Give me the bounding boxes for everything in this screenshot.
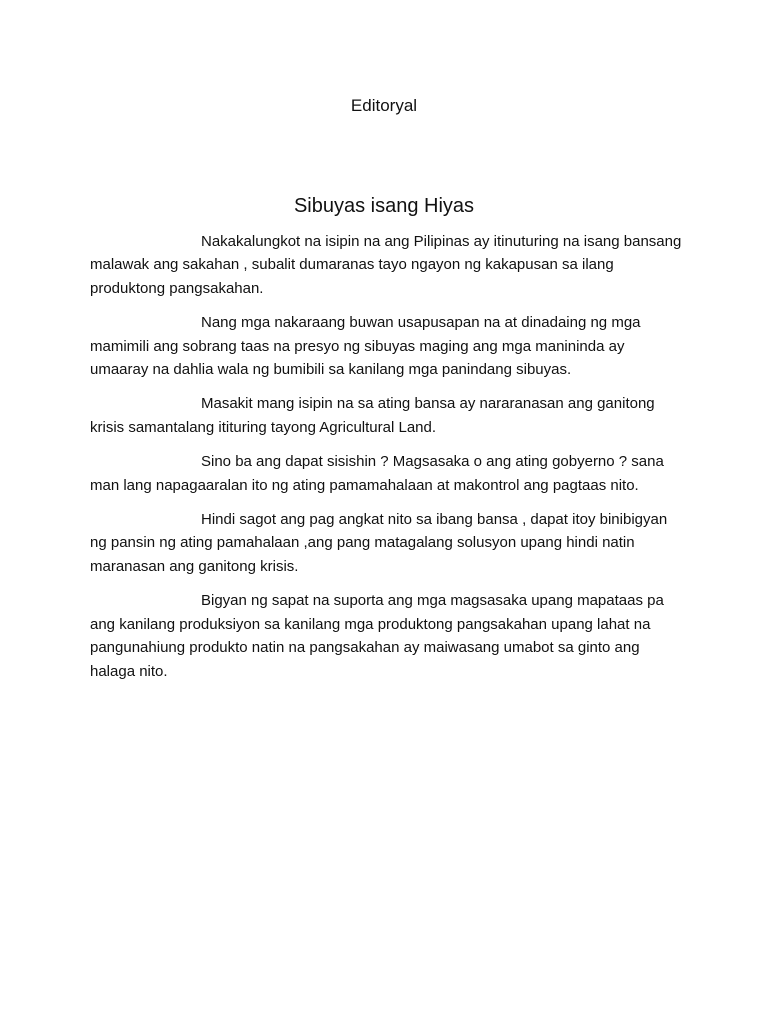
- editorial-body: [90, 230, 684, 694]
- paragraph-1: Nakakalungkot na isipin na ang Pilipinas ay itinuturing na isang bansang malawak ang sakahan , subalit dumaranas tayo ngayon ng kakapusan sa ilang produktong pangsakahan.: [90, 233, 682, 297]
- paragraph-3: Masakit mang isipin na sa ating bansa ay nararanasan ang ganitong krisis samantalang itituring tayong Agricultural Land.: [90, 395, 655, 436]
- paragraph-4: Sino ba ang dapat sisishin ? Magsasaka o ang ating gobyerno ? sana man lang napagaaralan ito ng ating pamamahalaan at makontrol ang pagtaas nito.: [90, 453, 664, 494]
- paragraph-6: Bigyan ng sapat na suporta ang mga magsasaka upang mapataas pa ang kanilang produksiyon sa kanilang mga produktong pangsakahan upang lahat na pangunahiung produkto natin na pangsakahan ay maiwasang umabot sa ginto ang halaga nito.: [90, 592, 664, 680]
- section-label: Editoryal: [350, 96, 418, 115]
- paragraph-2: Nang mga nakaraang buwan usapusapan na at dinadaing ng mga mamimili ang sobrang taas na presyo ng sibuyas maging ang mga manininda ay umaaray na dahlia wala ng bumibili sa kanilang mga panindang sibuyas.: [90, 314, 641, 379]
- editorial-title: Sibuyas isang Hiyas: [293, 195, 475, 217]
- paragraph-5: Hindi sagot ang pag angkat nito sa ibang bansa , dapat itoy binibigyan ng pansin ng ating pamahalaan ,ang pang matagalang solusyon upang hindi natin maranasan ang ganitong krisis.: [90, 511, 668, 575]
